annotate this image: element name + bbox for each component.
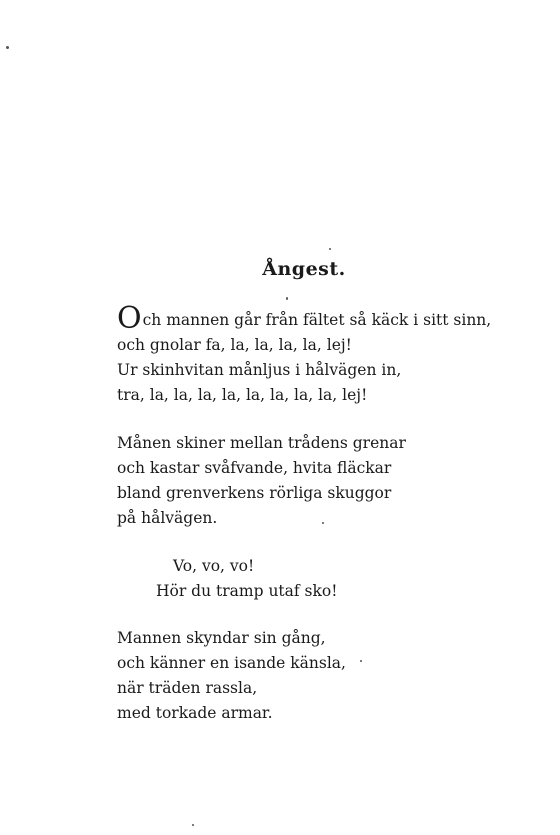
poem-line: Vo, vo, vo! [173,557,255,575]
stanza-4 [117,626,346,726]
ink-speck [286,297,288,300]
drop-cap: O [117,301,142,336]
stanza-1 [117,301,492,408]
poem-line: med torkade armar. [117,704,273,722]
poem-line: Månen skiner mellan trådens grenar [117,434,406,452]
poem-line: på hålvägen. [117,509,218,527]
ink-speck [6,46,9,49]
ink-speck [192,824,194,826]
poem-line: och känner en isande känsla, [117,654,346,672]
poem-line: Hör du tramp utaf sko! [156,582,338,600]
poem-line: Ur skinhvitan månljus i hålvägen in, [117,361,402,379]
ink-speck [360,660,362,662]
stanza-2 [117,431,406,531]
poem-title: Ångest. [262,258,346,280]
ink-speck [329,248,331,250]
poem-line: tra, la, la, la, la, la, la, la, la, lej! [117,386,368,404]
stanza-3-refrain [156,554,338,604]
poem-line: bland grenverkens rörliga skuggor [117,484,392,502]
poem-line: och gnolar fa, la, la, la, la, lej! [117,336,352,354]
poem-line [117,301,492,336]
poem-line: Mannen skyndar sin gång, [117,629,326,647]
poem-line: och kastar svåfvande, hvita fläckar [117,459,392,477]
poem-line: när träden rassla, [117,679,258,697]
poem-line-text: ch mannen går från fältet så käck i sitt sinn, [142,311,492,329]
